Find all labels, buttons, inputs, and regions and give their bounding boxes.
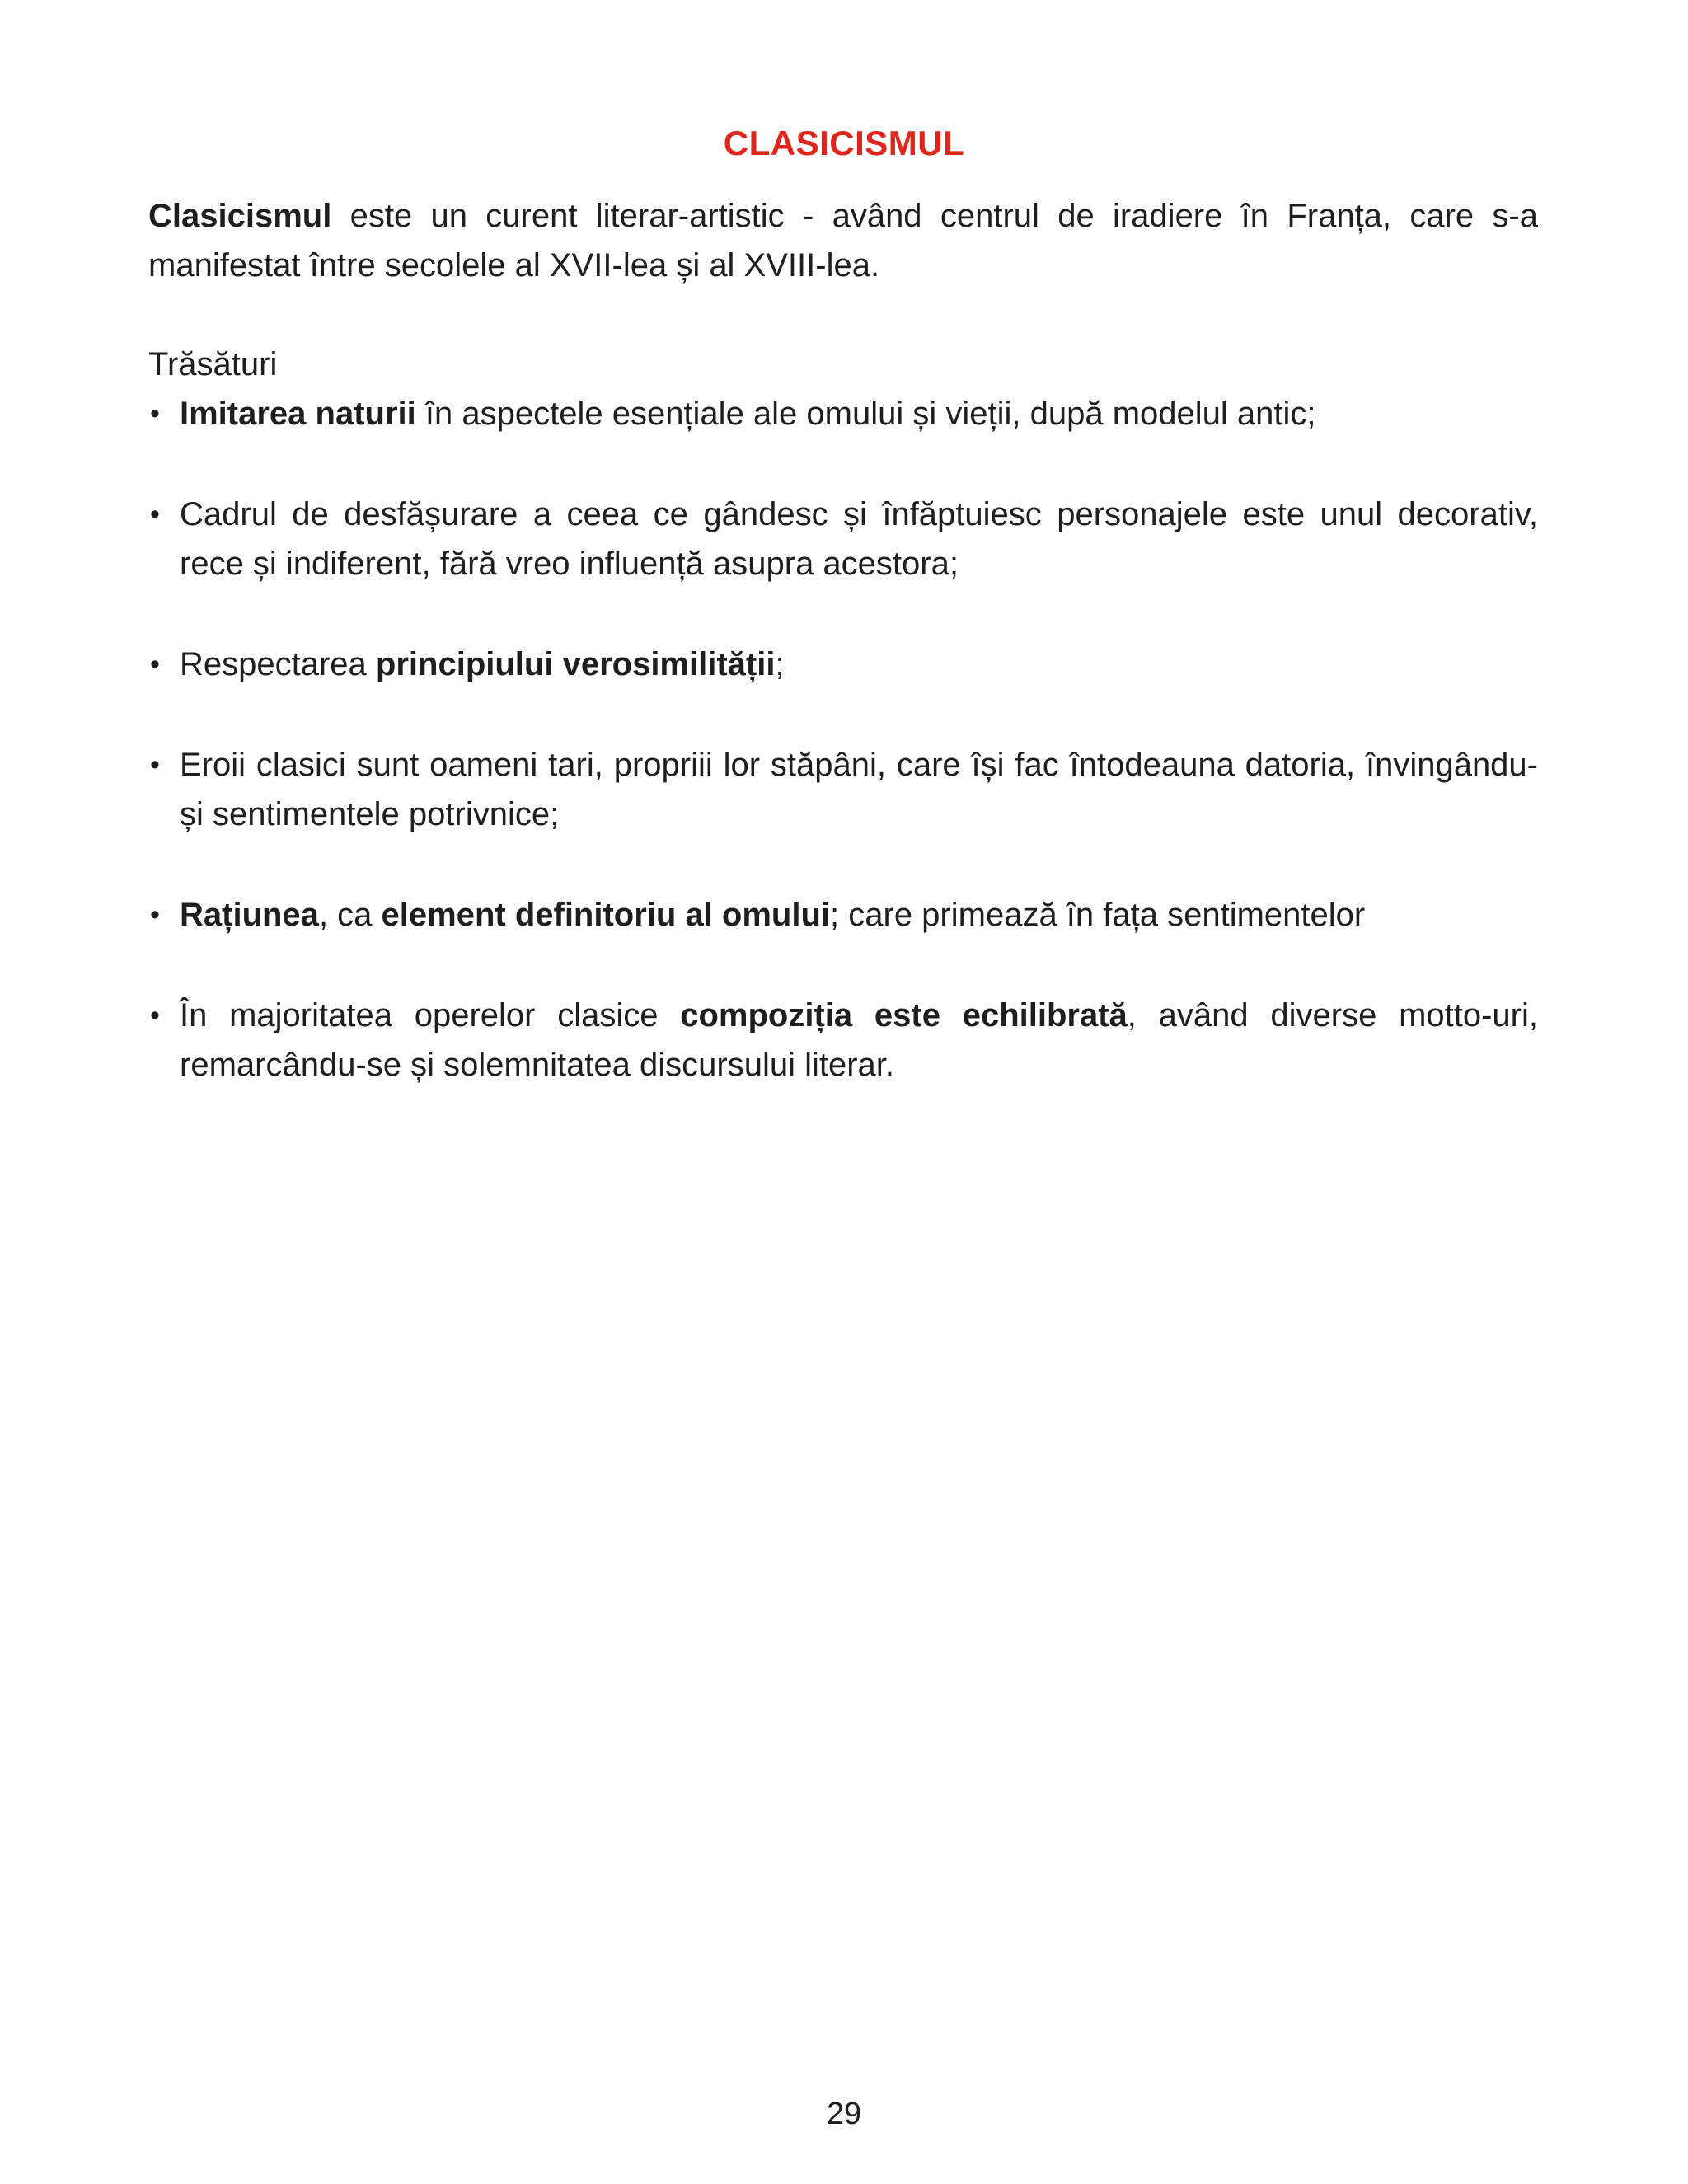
features-list bbox=[148, 389, 1538, 1090]
bullet-icon: • bbox=[150, 899, 160, 930]
feature-emphasis: compoziția este echilibrată bbox=[680, 997, 1128, 1033]
feature-item bbox=[148, 740, 1538, 839]
feature-item bbox=[148, 389, 1538, 438]
feature-text: Cadrul de desfășurare a ceea ce gândesc și înfăptuiesc personajele este unul decorativ, rece și indiferent, fără vreo influență asupra acestora; bbox=[180, 496, 1538, 582]
feature-text: , ca bbox=[318, 897, 382, 933]
feature-item bbox=[148, 640, 1538, 689]
feature-text: Eroii clasici sunt oameni tari, propriii lor stăpâni, care își fac întodeauna datoria, învingându-și sentimentele potrivnice; bbox=[180, 747, 1538, 832]
feature-text: ; bbox=[775, 646, 785, 682]
feature-item bbox=[148, 890, 1538, 940]
bullet-icon: • bbox=[150, 749, 160, 780]
feature-text: ; care primează în fața sentimentelor bbox=[830, 897, 1366, 933]
feature-emphasis: Imitarea naturii bbox=[180, 396, 416, 432]
page-content bbox=[148, 191, 1538, 1141]
feature-text: în aspectele esențiale ale omului și vieții, după modelul antic; bbox=[415, 396, 1316, 432]
bullet-icon: • bbox=[150, 499, 160, 530]
page-title: CLASICISMUL bbox=[723, 124, 965, 163]
bullet-icon: • bbox=[150, 398, 160, 429]
feature-item bbox=[148, 991, 1538, 1090]
intro-term: Clasicismul bbox=[148, 198, 332, 234]
bullet-icon: • bbox=[150, 649, 160, 680]
bullet-icon: • bbox=[150, 1000, 160, 1031]
feature-text: , având diverse motto-uri, remarcându-se și solemnitatea discursului literar. bbox=[180, 997, 1539, 1083]
feature-text: În majoritatea operelor clasice bbox=[180, 997, 681, 1033]
feature-text: Respectarea bbox=[180, 646, 376, 682]
intro-text: este un curent literar-artistic - având centrul de iradiere în Franța, care s-a manifestat între secolele al XVII-lea și al XVIII-lea. bbox=[148, 198, 1538, 284]
page-number: 29 bbox=[826, 2097, 862, 2131]
feature-emphasis: element definitoriu al omului bbox=[381, 897, 831, 933]
features-heading: Trăsături bbox=[148, 346, 278, 382]
intro-paragraph bbox=[148, 191, 1538, 290]
feature-item bbox=[148, 490, 1538, 588]
feature-emphasis: principiului verosimilității bbox=[375, 646, 776, 682]
feature-emphasis: Rațiunea bbox=[180, 897, 319, 933]
